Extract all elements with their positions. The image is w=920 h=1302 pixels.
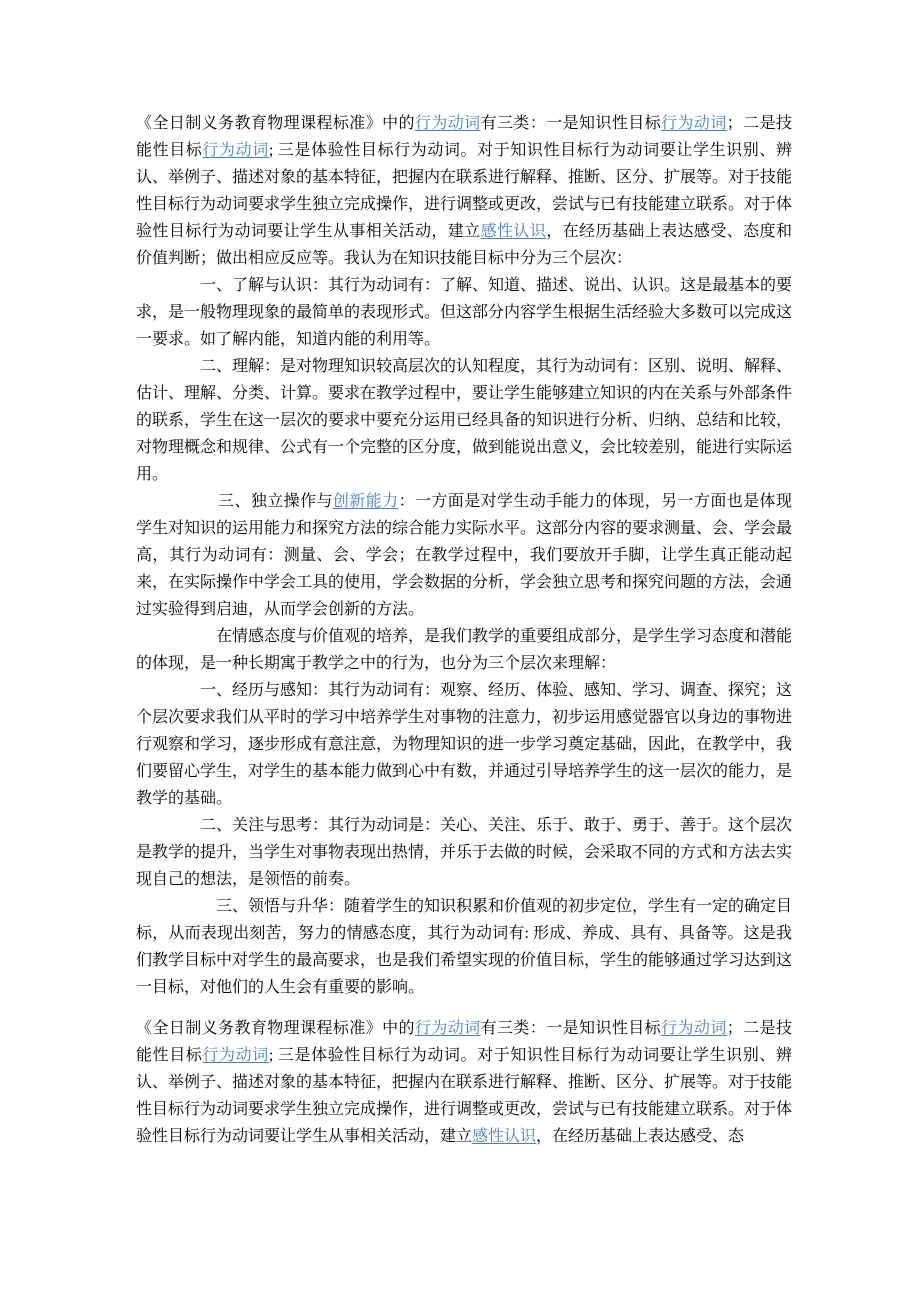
paragraph	[136, 623, 792, 677]
paragraph	[136, 812, 792, 893]
paragraph	[136, 677, 792, 812]
paragraph	[136, 1015, 792, 1150]
text-run: ；二是技能性目标	[136, 115, 792, 159]
text-run: 《全日制义务教育物理课程标准》中的	[136, 115, 415, 132]
text-run: ：一方面是对学生动手能力的体现，另一方面也是体现学生对知识的运用能力和探究方法的综合能力实际水平。这部分内容的要求测量、会、学会最高，其行为动词有：测量、会、学会；在教学过程中，我们要放开手脚，让学生真正能动起来，在实际操作中学会工具的使用，学会数据的分析，学会独立思考和探究问题的方法，会通过实验得到启迪，从而学会创新的方法。	[136, 493, 793, 618]
text-run: 在情感态度与价值观的培养，是我们教学的重要组成部分，是学生学习态度和潜能的体现，是一种长期寓于教学之中的行为，也分为三个层次来理解：	[136, 628, 793, 672]
text-run: 有三类：一是知识性目标	[480, 1020, 662, 1037]
text-run: 三、独立操作与	[136, 493, 333, 510]
paragraph-break	[136, 1001, 792, 1015]
hyperlink-text[interactable]: 行为动词	[414, 115, 481, 132]
hyperlink-text[interactable]: 行为动词	[202, 142, 269, 159]
hyperlink-text[interactable]: 行为动词	[661, 115, 727, 132]
text-run: 二、理解：是对物理知识较高层次的认知程度，其行为动词有：区别、说明、解释、估计、理解、分类、计算。要求在教学过程中，要让学生能够建立知识的内在关系与外部条件的联系，学生在这一层次的要求中要充分运用已经具备的知识进行分析、归纳、总结和比较，对物理概念和规律、公式有一个完整的区分度，做到能说出意义，会比较差别，能进行实际运用。	[136, 358, 793, 483]
hyperlink-text[interactable]: 感性认识	[480, 223, 547, 240]
text-run: 《全日制义务教育物理课程标准》中的	[136, 1020, 415, 1037]
hyperlink-text[interactable]: 感性认识	[472, 1128, 537, 1145]
hyperlink-text[interactable]: 行为动词	[661, 1020, 727, 1037]
text-run: 有三类：一是知识性目标	[480, 115, 662, 132]
hyperlink-text[interactable]: 行为动词	[202, 1047, 269, 1064]
text-run: ; 三是体验性目标行为动词。对于知识性目标行为动词要让学生识别、辨认、举例子、描述对象的基本特征，把握内在联系进行解释、推断、区分、扩展等。对于技能性目标行为动词要求学生独立完成操作，进行调整或更改，尝试与已有技能建立联系。对于体验性目标行为动词要让学生从事相关活动，建立	[136, 1047, 793, 1145]
text-run: ，在经历基础上表达感受、态	[536, 1128, 745, 1145]
paragraph	[136, 110, 792, 272]
paragraph	[136, 488, 792, 623]
text-run: 一、了解与认识：其行为动词有：了解、知道、描述、说出、认识。这是最基本的要求，是一般物理现象的最简单的表现形式。但这部分内容学生根据生活经验大多数可以完成这一要求。如了解内能，知道内能的利用等。	[136, 277, 793, 348]
paragraph	[136, 272, 792, 353]
document-body	[136, 110, 792, 1150]
hyperlink-text[interactable]: 行为动词	[414, 1020, 481, 1037]
text-run: ；二是技能性目标	[136, 1020, 792, 1064]
text-run: ，在经历基础上表达感受、态度和价值判断；做出相应反应等。我认为在知识技能目标中分为三个层次：	[136, 223, 792, 267]
paragraph	[136, 353, 792, 488]
hyperlink-text[interactable]: 创新能力	[332, 493, 399, 510]
text-run: 二、关注与思考：其行为动词是：关心、关注、乐于、敢于、勇于、善于。这个层次是教学的提升，当学生对事物表现出热情，并乐于去做的时候，会采取不同的方式和方法去实现自己的想法，是领悟的前奏。	[136, 817, 793, 888]
text-run: 三、领悟与升华：随着学生的知识积累和价值观的初步定位，学生有一定的确定目标，从而表现出刻苦，努力的情感态度，其行为动词有: 形成、养成、具有、具备等。这是我们教学目标中对学生的最高要求，也是我们希望实现的价值目标，学生的能够通过学习达到这一目标，对他们的人生会有重要的影响。	[136, 898, 793, 996]
text-run: ; 三是体验性目标行为动词。对于知识性目标行为动词要让学生识别、辨认、举例子、描述对象的基本特征，把握内在联系进行解释、推断、区分、扩展等。对于技能性目标行为动词要求学生独立完成操作，进行调整或更改，尝试与已有技能建立联系。对于体验性目标行为动词要让学生从事相关活动，建立	[136, 142, 793, 240]
paragraph	[136, 893, 792, 1001]
text-run: 一、经历与感知：其行为动词有：观察、经历、体验、感知、学习、调查、探究；这个层次要求我们从平时的学习中培养学生对事物的注意力，初步运用感觉器官以身边的事物进行观察和学习，逐步形成有意注意，为物理知识的进一步学习奠定基础，因此，在教学中，我们要留心学生，对学生的基本能力做到心中有数，并通过引导培养学生的这一层次的能力，是教学的基础。	[136, 682, 793, 807]
